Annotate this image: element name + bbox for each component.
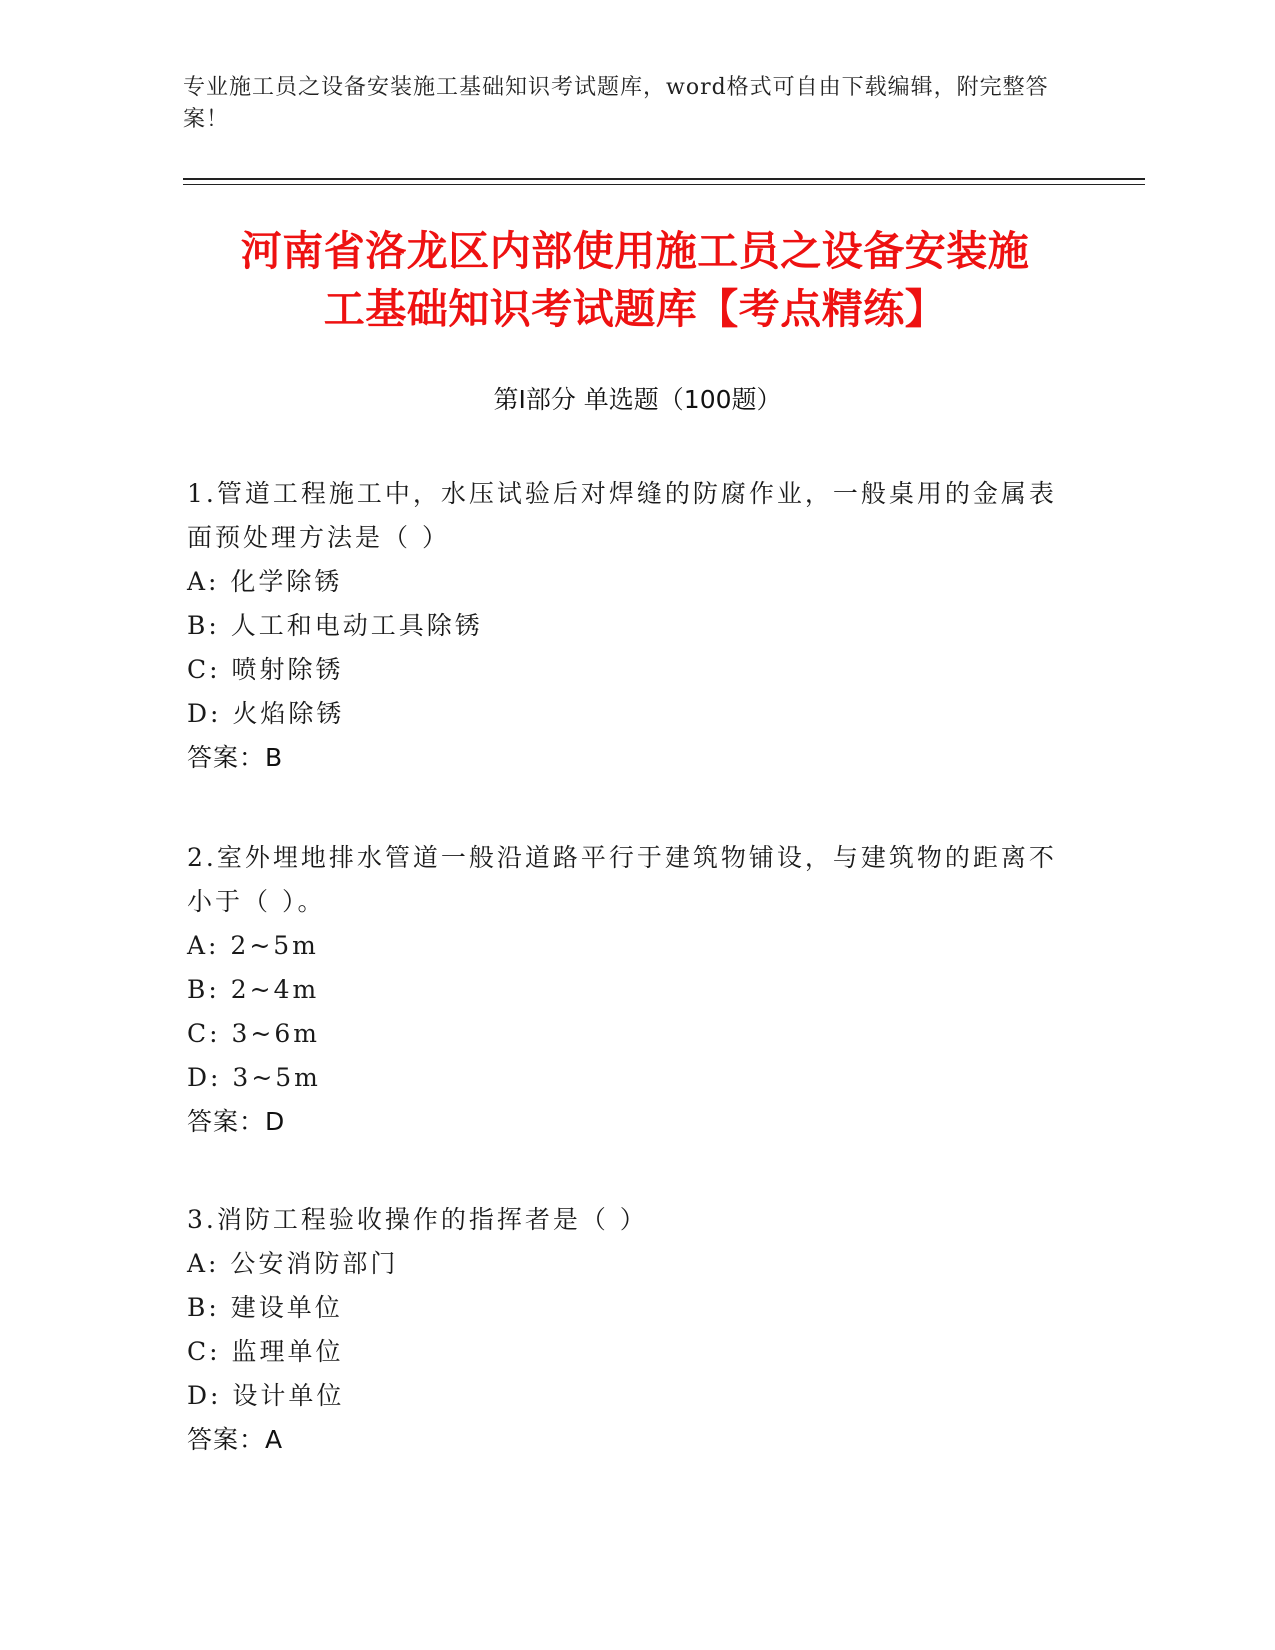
question-1 <box>187 472 1067 780</box>
document-title <box>140 222 1130 338</box>
question-2 <box>187 836 1067 1144</box>
option-d: D: 设计单位 <box>187 1381 345 1410</box>
option-c: C: 喷射除锈 <box>187 655 344 684</box>
answer: 答案：A <box>187 1425 284 1454</box>
option-b: B: 建设单位 <box>187 1293 343 1322</box>
section-heading: 第Ⅰ部分 单选题（100题） <box>493 385 782 414</box>
title-line-1: 河南省洛龙区内部使用施工员之设备安装施 <box>240 227 1030 275</box>
answer: 答案：D <box>187 1107 286 1136</box>
option-c: C: 监理单位 <box>187 1337 344 1366</box>
question-stem: 2.室外埋地排水管道一般沿道路平行于建筑物铺设，与建筑物的距离不小于（ ）。 <box>187 843 1057 916</box>
answer: 答案：B <box>187 743 284 772</box>
option-d: D: 火焰除锈 <box>187 699 345 728</box>
option-d: D: 3~5m <box>187 1063 321 1092</box>
question-stem: 3.消防工程验收操作的指挥者是（ ） <box>187 1205 648 1234</box>
option-b: B: 2~4m <box>187 975 320 1004</box>
header-rule-thin <box>183 184 1145 185</box>
option-a: A: 公安消防部门 <box>187 1249 399 1278</box>
option-c: C: 3~6m <box>187 1019 320 1048</box>
question-3 <box>187 1198 1067 1462</box>
option-a: A: 2~5m <box>187 931 319 960</box>
header-rule-thick <box>183 178 1145 180</box>
header-note: 专业施工员之设备安装施工基础知识考试题库，word格式可自由下载编辑，附完整答案！ <box>183 75 1049 132</box>
option-b: B: 人工和电动工具除锈 <box>187 611 483 640</box>
question-stem: 1.管道工程施工中，水压试验后对焊缝的防腐作业，一般桌用的金属表面预处理方法是（ ） <box>187 479 1057 552</box>
option-a: A: 化学除锈 <box>187 567 343 596</box>
title-line-2: 工基础知识考试题库【考点精练】 <box>323 285 947 333</box>
